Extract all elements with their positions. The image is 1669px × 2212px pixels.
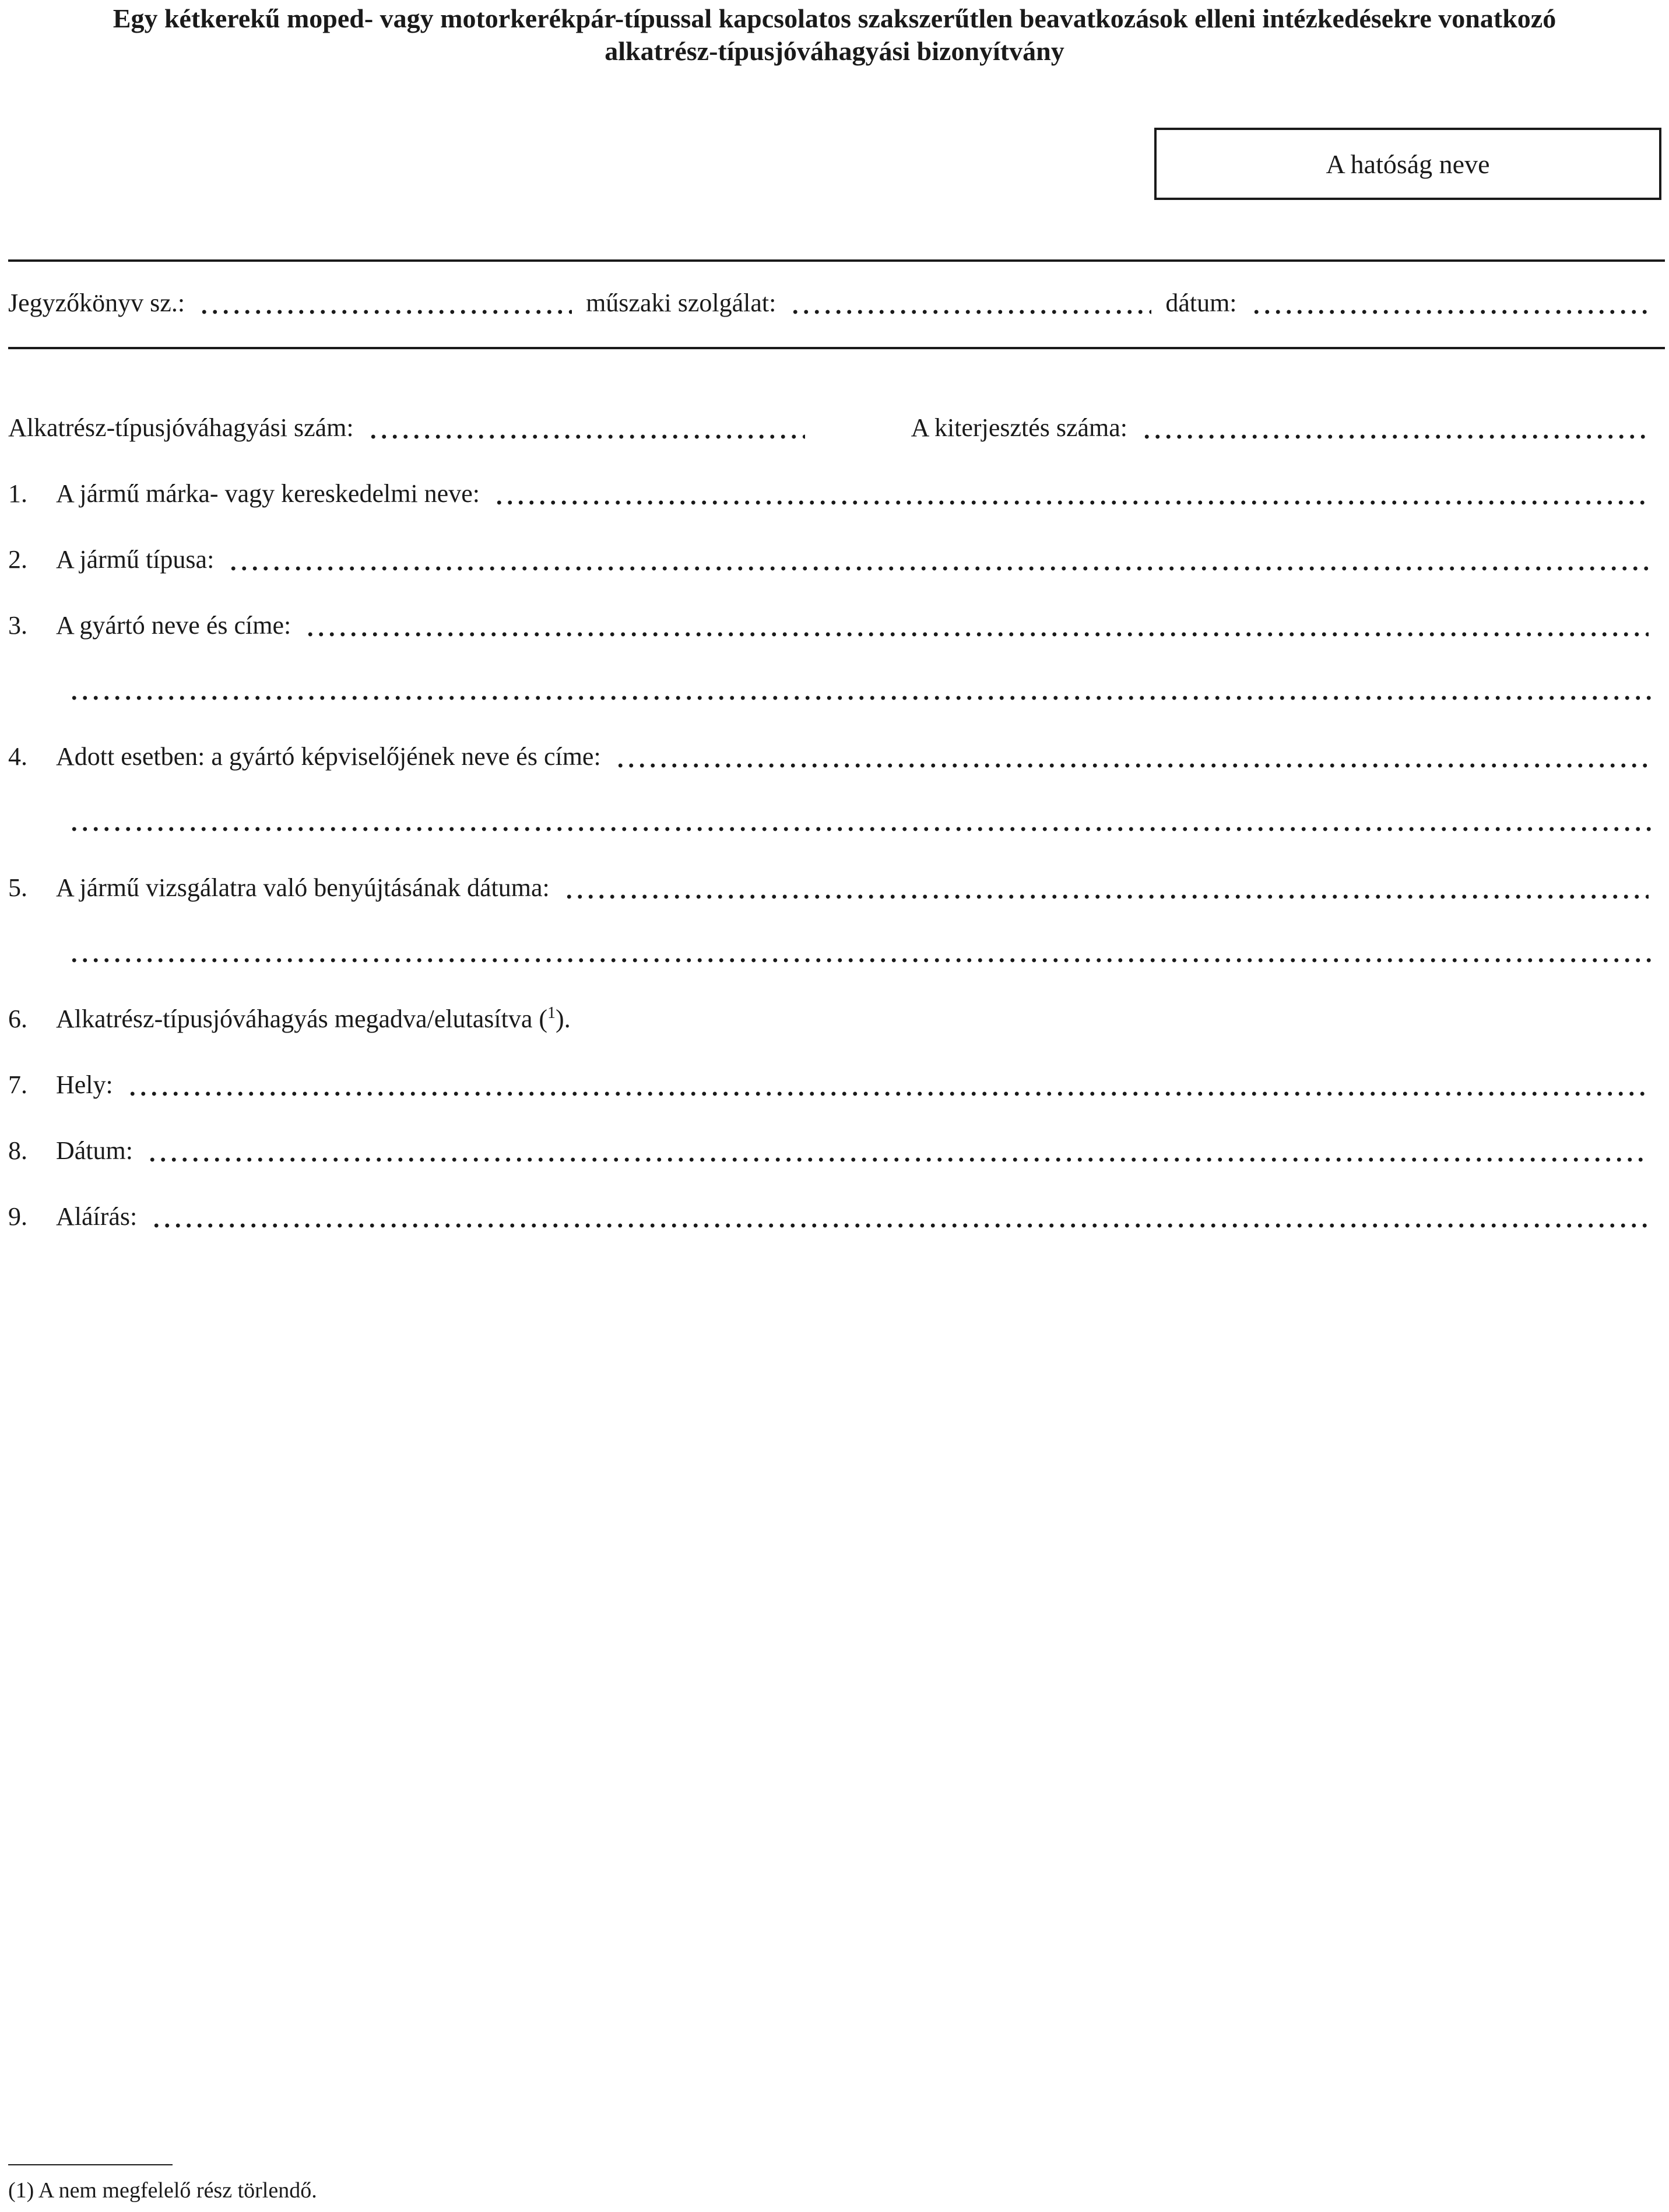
technical-service-label: műszaki szolgálat: (586, 289, 776, 317)
item-9 (8, 1198, 1653, 1233)
second-rule (8, 347, 1665, 349)
place-label: Hely: (56, 1070, 113, 1099)
protocol-number-field[interactable] (199, 309, 572, 315)
item-number: 3. (8, 611, 27, 640)
vehicle-make-field[interactable] (494, 500, 1649, 505)
item-number: 7. (8, 1070, 27, 1099)
item-7 (8, 1066, 1653, 1101)
item-number: 4. (8, 742, 27, 771)
signing-date-field[interactable] (147, 1157, 1649, 1163)
extension-number-field[interactable] (1141, 434, 1649, 440)
item-number: 6. (8, 1005, 27, 1033)
approval-number-field[interactable] (368, 434, 805, 440)
manufacturer-field[interactable] (305, 631, 1649, 637)
item-3 (8, 607, 1653, 642)
item-8 (8, 1132, 1653, 1167)
signature-label: Aláírás: (56, 1202, 138, 1231)
submission-date-label: A jármű vizsgálatra való benyújtásának dátuma: (56, 873, 550, 902)
extension-number-label: A kiterjesztés száma: (911, 413, 1128, 442)
submission-date-field[interactable] (564, 894, 1649, 900)
item-1 (8, 475, 1653, 510)
vehicle-type-field[interactable] (228, 566, 1649, 571)
approval-decision-suffix: ). (556, 1005, 571, 1033)
item-number: 8. (8, 1136, 27, 1165)
item-number: 5. (8, 873, 27, 902)
vehicle-make-label: A jármű márka- vagy kereskedelmi neve: (56, 479, 480, 508)
date-field[interactable] (1251, 309, 1649, 315)
item-4 (8, 738, 1653, 773)
representative-field-continuation[interactable] (69, 823, 1653, 835)
footnote-marker: (1) (8, 2178, 34, 2203)
manufacturer-field-continuation[interactable] (69, 692, 1653, 704)
item-6 (8, 1000, 1653, 1035)
footnote-rule (8, 2164, 173, 2165)
signature-field[interactable] (151, 1223, 1649, 1228)
item-2 (8, 541, 1653, 576)
technical-service-field[interactable] (790, 309, 1151, 315)
date-label: dátum: (1165, 289, 1237, 317)
approval-number-label: Alkatrész-típusjóváhagyási szám: (8, 413, 354, 442)
document-title (0, 2, 1669, 68)
item-5 (8, 869, 1653, 904)
footnote-ref: 1 (547, 1004, 556, 1022)
protocol-row (8, 285, 1653, 319)
manufacturer-label: A gyártó neve és címe: (56, 611, 291, 640)
approval-decision-text[interactable] (56, 1003, 571, 1035)
title-line-1: Egy kétkerekű moped- vagy motorkerékpár-típussal kapcsolatos szakszerűtlen beavatkozások elleni intézkedésekre vonatkozó (113, 3, 1556, 33)
representative-label: Adott esetben: a gyártó képviselőjének neve és címe: (56, 742, 601, 771)
item-number: 2. (8, 545, 27, 574)
submission-date-field-continuation[interactable] (69, 954, 1653, 966)
footnote-text: A nem megfelelő rész törlendő. (38, 2178, 317, 2203)
signing-date-label: Dátum: (56, 1136, 133, 1165)
item-number: 9. (8, 1202, 27, 1231)
representative-field[interactable] (615, 763, 1649, 768)
place-field[interactable] (127, 1091, 1649, 1097)
title-line-2: alkatrész-típusjóváhagyási bizonyítvány (605, 36, 1064, 66)
authority-name-box[interactable]: A hatóság neve (1154, 128, 1661, 200)
protocol-number-label: Jegyzőkönyv sz.: (8, 289, 185, 317)
item-number: 1. (8, 479, 27, 508)
approval-decision-label: Alkatrész-típusjóváhagyás megadva/elutasítva ( (56, 1005, 548, 1033)
approval-number-row (8, 409, 1653, 444)
vehicle-type-label: A jármű típusa: (56, 545, 215, 574)
footnote (8, 2177, 317, 2204)
top-rule (8, 259, 1665, 262)
